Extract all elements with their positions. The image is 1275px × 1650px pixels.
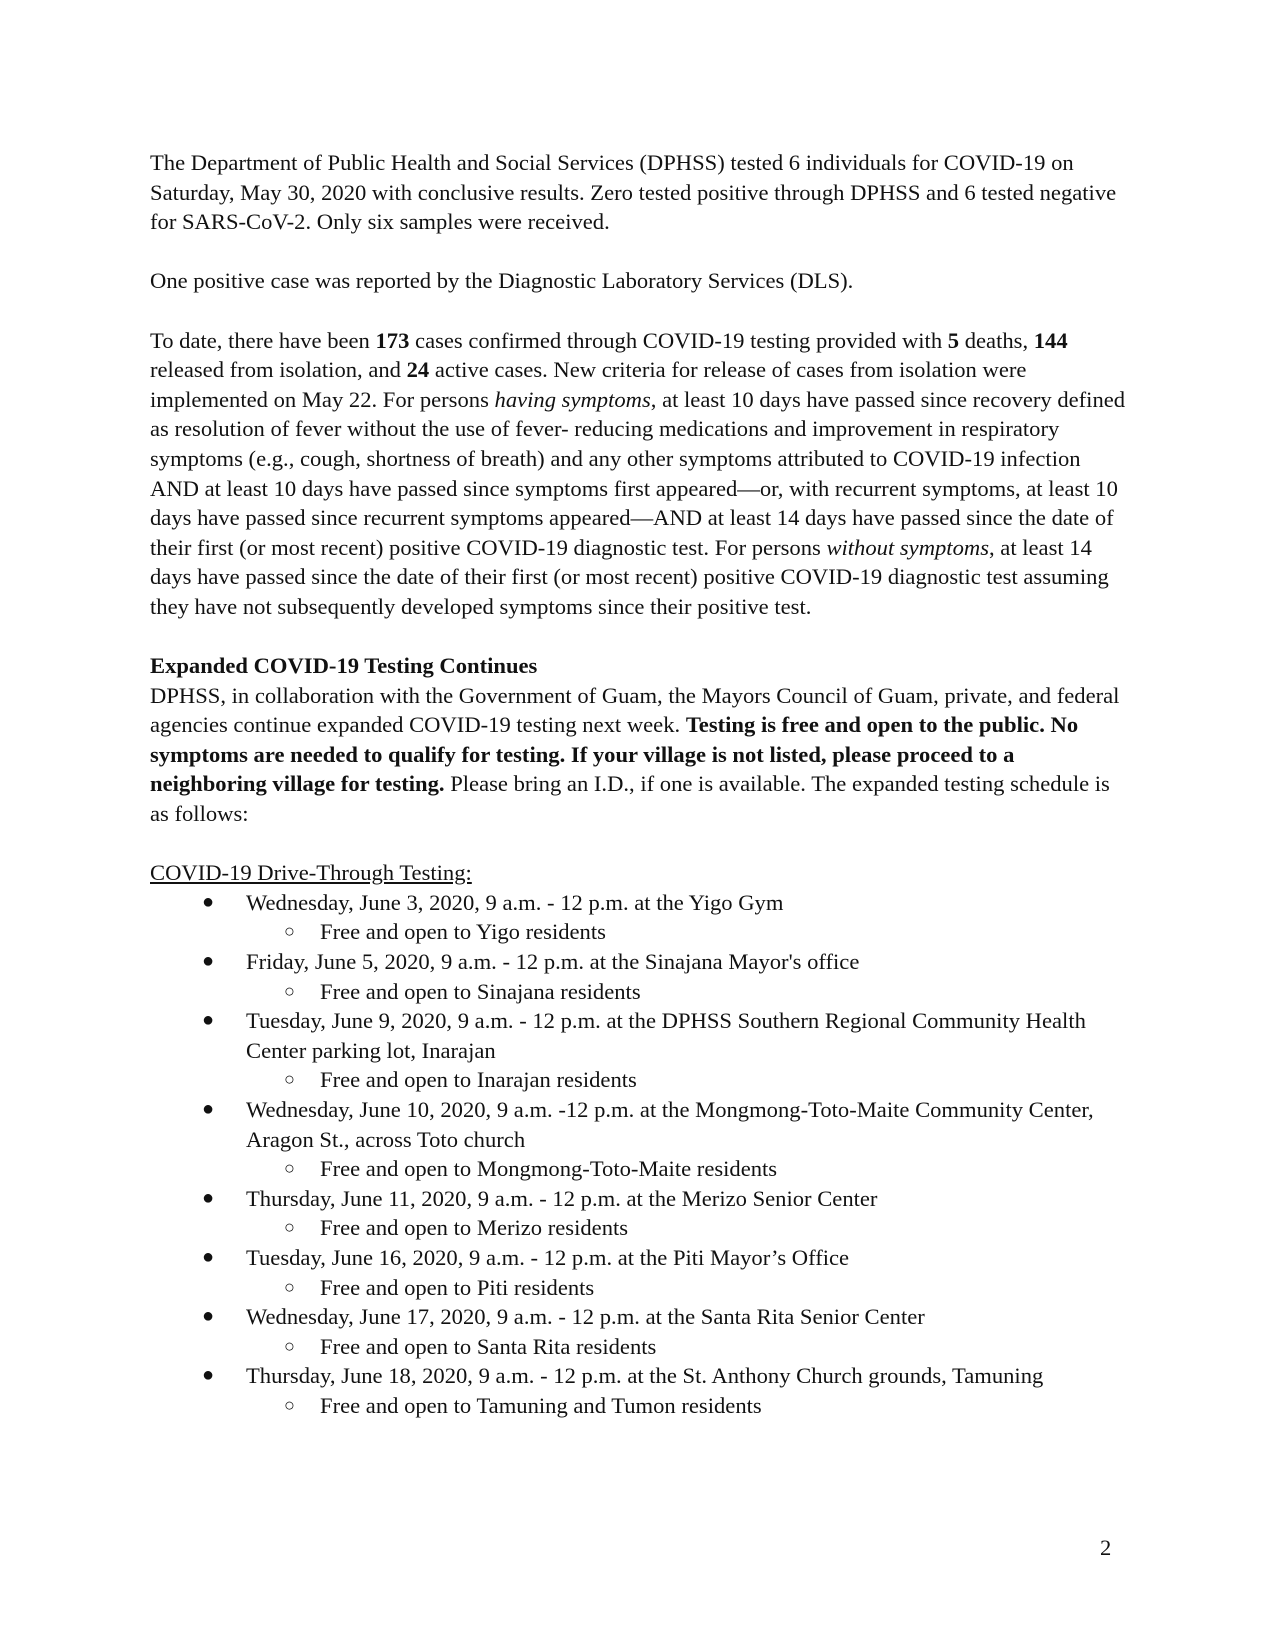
testing-free-notice: Testing is free and open to the public. No symptoms are needed to qualify for testing. If your village is not listed, please proceed to a neighboring village for testing.: [150, 712, 1079, 797]
drive-through-title: COVID-19 Drive-Through Testing:: [150, 860, 472, 886]
bullet-icon: ●: [202, 1009, 215, 1032]
section-heading: Expanded COVID-19 Testing Continues: [150, 653, 538, 679]
active-count: 24: [406, 357, 430, 383]
bullet-icon: ●: [202, 890, 215, 913]
schedule-date: Wednesday, June 17, 2020, 9 a.m. - 12 p.m. at the Santa Rita Senior Center: [246, 1304, 925, 1330]
circle-bullet-icon: ○: [284, 1217, 295, 1238]
bullet-icon: ●: [202, 1186, 215, 1209]
schedule-item: [150, 1006, 1130, 1095]
schedule-note: ○ Free and open to Sinajana residents: [246, 977, 1130, 1007]
schedule-note: ○ Free and open to Inarajan residents: [246, 1065, 1130, 1095]
schedule-date: Wednesday, June 10, 2020, 9 a.m. -12 p.m. at the Mongmong-Toto-Maite Community Center, Aragon St., across Toto church: [246, 1097, 1094, 1152]
circle-bullet-icon: ○: [284, 1069, 295, 1090]
deaths-count: 5: [947, 327, 960, 353]
schedule-item: [150, 1302, 1130, 1361]
schedule-date: Thursday, June 18, 2020, 9 a.m. - 12 p.m. at the St. Anthony Church grounds, Tamuning: [246, 1363, 1044, 1389]
paragraph-test-results: The Department of Public Health and Social Services (DPHSS) tested 6 individuals for COVID-19 on Saturday, May 30, 2020 with conclusive results. Zero tested positive through DPHSS and 6 tested negative for SARS-CoV-2. Only six samples were received.: [150, 150, 1117, 235]
schedule-item: [150, 1184, 1130, 1243]
testing-schedule-list: [150, 888, 1130, 1421]
circle-bullet-icon: ○: [284, 1158, 295, 1179]
document-page: [150, 148, 1130, 1421]
schedule-note: ○ Free and open to Merizo residents: [246, 1213, 1130, 1243]
released-count: 144: [1033, 327, 1068, 353]
schedule-date: Friday, June 5, 2020, 9 a.m. - 12 p.m. at the Sinajana Mayor's office: [246, 949, 860, 975]
paragraph-case-totals: To date, there have been 173 cases confirmed through COVID-19 testing provided with 5 deaths, 144 released from isolation, and 24 active cases. New criteria for release of cases from isolation were implemented on May 22. For persons having symptoms, at least 10 days have passed since recovery defined as resolution of fever without the use of fever- reducing medications and improvement in respiratory symptoms (e.g., cough, shortness of breath) and any other symptoms attributed to COVID-19 infection AND at least 10 days have passed since symptoms first appeared—or, with recurrent symptoms, at least 10 days have passed since recurrent symptoms appeared—AND at least 14 days have passed since the date of their first (or most recent) positive COVID-19 diagnostic test. For persons without symptoms, at least 14 days have passed since the date of their first (or most recent) positive COVID-19 diagnostic test assuming they have not subsequently developed symptoms since their positive test.: [150, 327, 1126, 619]
page-number: 2: [1100, 1535, 1112, 1560]
bullet-icon: ●: [202, 1245, 215, 1268]
circle-bullet-icon: ○: [284, 980, 295, 1001]
schedule-date: Tuesday, June 16, 2020, 9 a.m. - 12 p.m. at the Piti Mayor’s Office: [246, 1244, 850, 1270]
circle-bullet-icon: ○: [284, 1335, 295, 1356]
schedule-date: Thursday, June 11, 2020, 9 a.m. - 12 p.m. at the Merizo Senior Center: [246, 1185, 878, 1211]
schedule-date: Tuesday, June 9, 2020, 9 a.m. - 12 p.m. at the DPHSS Southern Regional Community Health Center parking lot, Inarajan: [246, 1008, 1086, 1063]
paragraph-dls-case: One positive case was reported by the Diagnostic Laboratory Services (DLS).: [150, 268, 854, 294]
circle-bullet-icon: ○: [284, 1276, 295, 1297]
schedule-note: ○ Free and open to Yigo residents: [246, 917, 1130, 947]
bullet-icon: ●: [202, 1098, 215, 1120]
circle-bullet-icon: ○: [284, 1394, 295, 1415]
confirmed-count: 173: [375, 327, 410, 353]
schedule-item: [150, 1243, 1130, 1302]
schedule-note: ○ Free and open to Piti residents: [246, 1273, 1130, 1303]
circle-bullet-icon: ○: [284, 921, 295, 942]
bullet-icon: ●: [202, 1305, 215, 1328]
paragraph-expanded-testing: DPHSS, in collaboration with the Government of Guam, the Mayors Council of Guam, private, and federal agencies continue expanded COVID-19 testing next week. Testing is free and open to the public. No symptoms are needed to qualify for testing. If your village is not listed, please proceed to a neighboring village for testing. Please bring an I.D., if one is available. The expanded testing schedule is as follows:: [150, 682, 1120, 827]
schedule-note: ○ Free and open to Santa Rita residents: [246, 1332, 1130, 1362]
schedule-note: ○ Free and open to Mongmong-Toto-Maite residents: [246, 1154, 1130, 1184]
schedule-note: ○ Free and open to Tamuning and Tumon residents: [246, 1391, 1130, 1421]
schedule-item: [150, 888, 1130, 947]
schedule-item: [150, 1095, 1130, 1184]
schedule-item: [150, 1361, 1130, 1420]
schedule-date: Wednesday, June 3, 2020, 9 a.m. - 12 p.m. at the Yigo Gym: [246, 889, 784, 915]
bullet-icon: ●: [202, 950, 215, 973]
bullet-icon: ●: [202, 1364, 215, 1387]
schedule-item: [150, 947, 1130, 1006]
